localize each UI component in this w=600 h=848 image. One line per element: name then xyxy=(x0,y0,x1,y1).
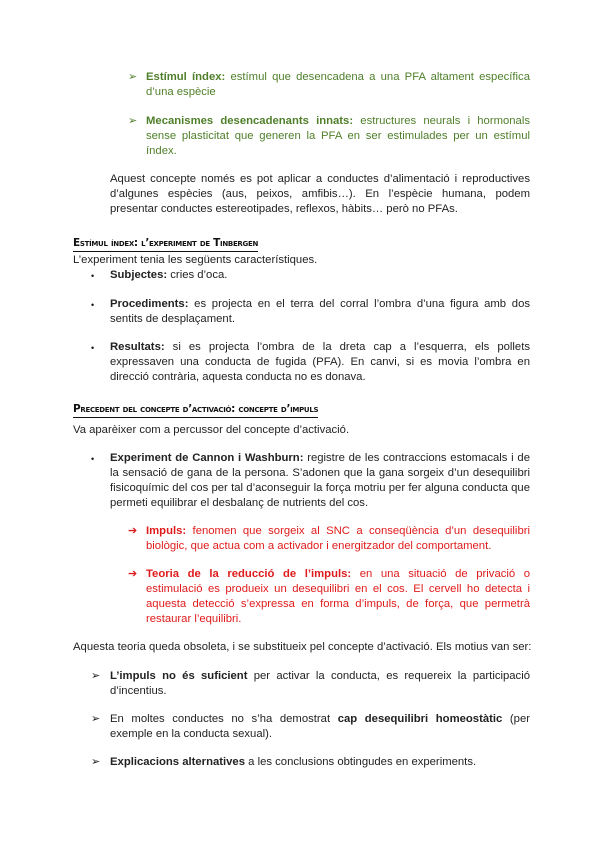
definition: registre de les contraccions estomacals i de la sensació de gana de la persona. S’adonen que la gana sorgeix d’un desequilibri fisicoquímic del cos per tal d’aconseguir la força motriu per fer alguna conducta que permeti equilibrar el desbalanç de nutrients del cos. xyxy=(110,452,530,509)
term: Experiment de Cannon i Washburn: xyxy=(110,452,304,464)
definition: estímul que desencadena a una PFA altament específica d’una espècie xyxy=(146,71,530,98)
definition: si es projecta l’ombra de la dreta cap a l’esquerra, els pollets expressaven una conducta de fugida (PFA). En canvi, si es movia l’ombra en direcció contrària, aquesta conducta no es donava. xyxy=(110,341,530,383)
list-item-resultats xyxy=(110,340,530,385)
term: Mecanismes desencadenants innats: xyxy=(146,115,354,127)
section2-lead: Va aparèixer com a percussor del concepte d’activació. xyxy=(73,424,350,436)
bullet-icon: • xyxy=(91,454,95,464)
obsolete-paragraph: Aquesta teoria queda obsoleta, i se substitueix pel concepte d’activació. Els motius van ser: xyxy=(73,641,532,653)
list-item-cannon-washburn xyxy=(110,451,530,511)
arrow-bullet-icon: ➢ xyxy=(128,115,138,127)
reason-post: (per exemple en la conducta sexual). xyxy=(110,713,530,740)
term: Explicacions alternatives xyxy=(110,756,246,768)
term: Impuls: xyxy=(146,525,187,537)
arrow-bullet-icon: ➢ xyxy=(128,71,138,83)
arrow-bullet-icon: ➢ xyxy=(91,756,101,768)
arrow-bullet-icon: ➢ xyxy=(91,670,101,682)
reason-impuls-no-suficient xyxy=(110,669,530,699)
list-item-subjectes xyxy=(110,268,530,283)
bullet-icon: • xyxy=(91,343,95,353)
term: Teoria de la reducció de l’impuls: xyxy=(146,568,352,580)
term: Procediments: xyxy=(110,298,189,310)
sub-item-impuls xyxy=(146,524,530,554)
definition: en una situació de privació o estimulació es produeix un desequilibri en el cos. El cervell ho detecta i aquesta detecció s’expressa en forma d’impuls, de força, que permetrà restaurar l’equilibri. xyxy=(146,568,531,625)
section1-lead: L’experiment tenia les següents característiques. xyxy=(73,254,318,266)
top-bullet-mecanismes xyxy=(146,114,530,159)
sub-item-teoria-reduccio xyxy=(146,567,530,627)
bullet-icon: • xyxy=(91,300,95,310)
right-arrow-icon: ➔ xyxy=(128,525,138,537)
term: Estímul índex: xyxy=(146,71,226,83)
bullet-icon: • xyxy=(91,271,95,281)
section-heading-tinbergen: Estímul índex: l’experiment de Tinbergen xyxy=(73,236,258,252)
reason-explicacions xyxy=(110,755,530,770)
definition: estructures neurals i hormonals sense plasticitat que generen la PFA en ser estimulades per un estímul índex. xyxy=(146,115,530,157)
term: Resultats: xyxy=(110,341,165,353)
list-item-procediments xyxy=(110,297,530,327)
right-arrow-icon: ➔ xyxy=(128,568,138,580)
section-heading-impuls: Precedent del concepte d’activació: concepte d’impuls xyxy=(73,402,318,418)
reason-post: per activar la conducta, es requereix la participació d’incentius. xyxy=(110,670,530,697)
definition: es projecta en el terra del corral l’ombra d’una figura amb dos sentits de desplaçament. xyxy=(110,298,530,325)
definition: cries d’oca. xyxy=(167,269,228,281)
term: cap desequilibri homeostàtic xyxy=(337,713,503,725)
top-bullet-estimul-index xyxy=(146,70,530,100)
intro-paragraph: Aquest concepte només es pot aplicar a conductes d’alimentació i reproductives d’algunes espècies (aus, peixos, amfibis…). En l’espècie humana, podem presentar conductes estereotipades, reflexos, hàbits… però no PFAs. xyxy=(110,173,530,215)
arrow-bullet-icon: ➢ xyxy=(91,713,101,725)
reason-pre: En moltes conductes no s’ha demostrat xyxy=(110,713,338,725)
term: L’impuls no és suficient xyxy=(110,670,248,682)
reason-desequilibri xyxy=(110,712,530,742)
term: Subjectes: xyxy=(110,269,168,281)
definition: fenomen que sorgeix al SNC a conseqüència d’un desequilibri biològic, que actua com a activador i energitzador del comportament. xyxy=(146,525,530,552)
reason-post: a les conclusions obtingudes en experiments. xyxy=(245,756,477,768)
